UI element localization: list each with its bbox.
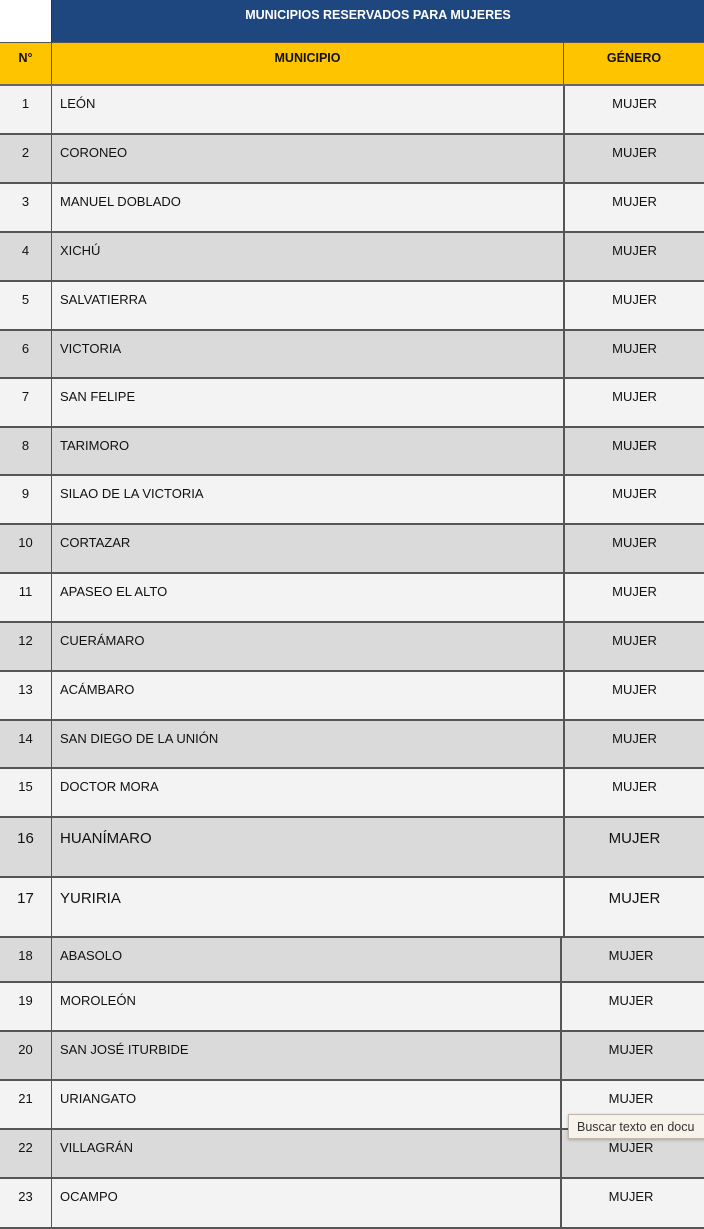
row-genero: MUJER <box>563 818 704 876</box>
row-municipio: APASEO EL ALTO <box>51 574 563 621</box>
row-number: 23 <box>18 1189 33 1204</box>
table-row <box>0 938 704 983</box>
row-municipio: DOCTOR MORA <box>51 769 563 816</box>
table-row <box>0 818 704 878</box>
row-municipio: HUANÍMARO <box>51 818 563 876</box>
table-row <box>0 878 704 938</box>
row-municipio: CORTAZAR <box>51 525 563 572</box>
row-municipio: URIANGATO <box>51 1081 560 1128</box>
row-number: 9 <box>21 486 30 501</box>
row-municipio: CORONEO <box>51 135 563 182</box>
row-genero: MUJER <box>563 428 704 474</box>
row-genero: MUJER <box>563 721 704 767</box>
row-municipio: SAN FELIPE <box>51 379 563 426</box>
row-genero: MUJER <box>560 1032 700 1079</box>
row-genero: MUJER <box>563 331 704 377</box>
row-genero: MUJER <box>560 1179 700 1227</box>
row-genero: MUJER <box>563 878 704 936</box>
table-row <box>0 331 704 379</box>
table-row <box>0 135 704 184</box>
row-number: 13 <box>18 682 33 697</box>
row-number: 16 <box>17 830 34 847</box>
row-genero: MUJER <box>563 525 704 572</box>
header-num: N° <box>18 51 33 65</box>
table-row <box>0 476 704 525</box>
row-municipio: XICHÚ <box>51 233 563 280</box>
row-municipio: OCAMPO <box>51 1179 560 1227</box>
row-municipio: TARIMORO <box>51 428 563 474</box>
table-header <box>0 42 704 86</box>
row-number: 17 <box>17 890 34 907</box>
row-genero: MUJER <box>563 672 704 719</box>
row-genero: MUJER <box>563 184 704 231</box>
row-number: 20 <box>18 1042 33 1057</box>
row-number: 1 <box>21 96 30 111</box>
row-number: 5 <box>21 292 30 307</box>
table-row <box>0 86 704 135</box>
table-row <box>0 1032 704 1081</box>
row-number: 10 <box>18 535 33 550</box>
row-number: 14 <box>18 731 33 746</box>
table-row <box>0 282 704 331</box>
row-number: 15 <box>18 779 33 794</box>
table-row <box>0 721 704 769</box>
table-row <box>0 1179 704 1229</box>
row-number: 3 <box>21 194 30 209</box>
row-genero: MUJER <box>560 1130 700 1177</box>
header-municipio: MUNICIPIO <box>51 43 563 84</box>
row-municipio: VILLAGRÁN <box>51 1130 560 1177</box>
row-genero: MUJER <box>563 623 704 670</box>
table-row <box>0 379 704 428</box>
row-municipio: VICTORIA <box>51 331 563 377</box>
row-genero: MUJER <box>563 379 704 426</box>
search-tooltip: Buscar texto en docu <box>568 1114 704 1139</box>
row-municipio: SALVATIERRA <box>51 282 563 329</box>
row-municipio: ACÁMBARO <box>51 672 563 719</box>
row-municipio: YURIRIA <box>51 878 563 936</box>
row-municipio: MOROLEÓN <box>51 983 560 1030</box>
row-municipio: SAN JOSÉ ITURBIDE <box>51 1032 560 1079</box>
table-row <box>0 574 704 623</box>
title-corner <box>0 0 51 42</box>
row-genero: MUJER <box>563 233 704 280</box>
row-number: 19 <box>18 993 33 1008</box>
row-genero: MUJER <box>560 983 700 1030</box>
row-genero: MUJER <box>563 574 704 621</box>
table-row <box>0 983 704 1032</box>
row-municipio: SILAO DE LA VICTORIA <box>51 476 563 523</box>
row-number: 21 <box>18 1091 33 1106</box>
table-row <box>0 623 704 672</box>
row-number: 22 <box>18 1140 33 1155</box>
table-row <box>0 769 704 818</box>
row-number: 6 <box>21 341 30 356</box>
row-number: 4 <box>21 243 30 258</box>
row-number: 12 <box>18 633 33 648</box>
table-row <box>0 233 704 282</box>
table-title: MUNICIPIOS RESERVADOS PARA MUJERES <box>51 0 704 42</box>
table-row <box>0 672 704 721</box>
row-number: 18 <box>18 948 33 963</box>
row-municipio: ABASOLO <box>51 938 560 981</box>
table-row <box>0 428 704 476</box>
row-genero: MUJER <box>560 938 700 981</box>
row-number: 8 <box>21 438 30 453</box>
row-municipio: MANUEL DOBLADO <box>51 184 563 231</box>
row-genero: MUJER <box>563 476 704 523</box>
row-municipio: LEÓN <box>51 86 563 133</box>
row-genero: MUJER <box>563 86 704 133</box>
row-genero: MUJER <box>563 769 704 816</box>
header-genero: GÉNERO <box>563 43 704 84</box>
table-row <box>0 525 704 574</box>
row-genero: MUJER <box>563 282 704 329</box>
row-genero: MUJER <box>563 135 704 182</box>
table-row <box>0 184 704 233</box>
row-genero: MUJER <box>560 1081 700 1128</box>
row-number: 2 <box>21 145 30 160</box>
row-number: 7 <box>21 389 30 404</box>
row-number: 11 <box>18 584 33 599</box>
row-municipio: SAN DIEGO DE LA UNIÓN <box>51 721 563 767</box>
row-municipio: CUERÁMARO <box>51 623 563 670</box>
